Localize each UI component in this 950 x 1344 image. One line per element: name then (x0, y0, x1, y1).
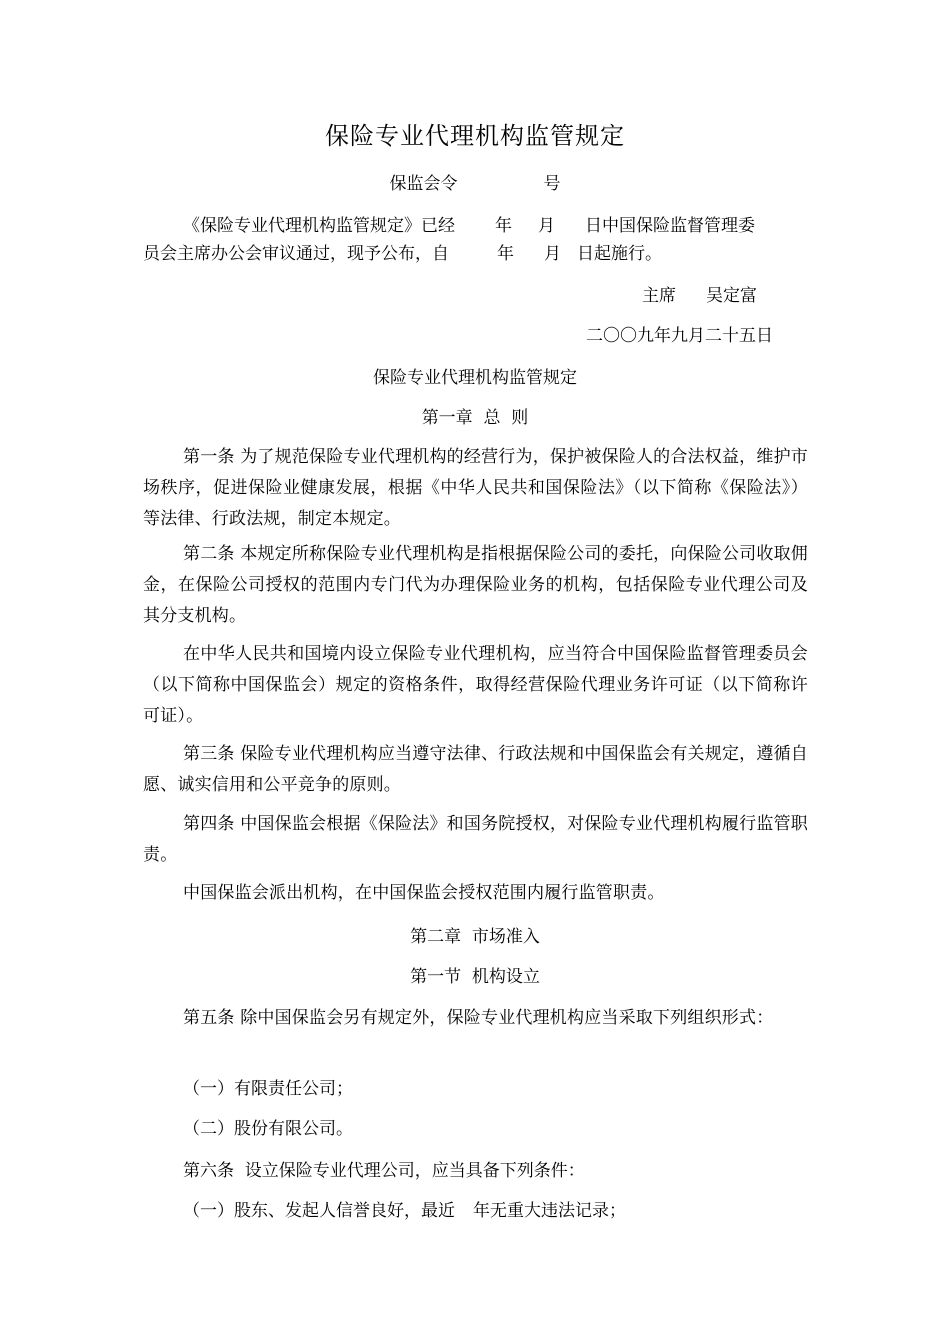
article-3: 第三条 保险专业代理机构应当遵守法律、行政法规和中国保监会有关规定，遵循自愿、诚实信用和公平竞争的原则。 (143, 744, 808, 795)
chapter-heading: 第一章 总 则 (421, 408, 529, 428)
signature-date: 二〇〇九年九月二十五日 (586, 326, 773, 346)
preamble-text: 日中国保险监督管理委 (585, 216, 755, 236)
list-item-text: 年无重大违法记录； (473, 1201, 626, 1221)
article-1: 第一条 为了规范保险专业代理机构的经营行为，保护被保险人的合法权益，维护市场秩序，促进保险业健康发展，根据《中华人民共和国保险法》（以下简称《保险法》）等法律、行政法规，制定本规定。 (143, 447, 808, 529)
article-2: 第二条 本规定所称保险专业代理机构是指根据保险公司的委托，向保险公司收取佣金，在保险公司授权的范围内专门代为办理保险业务的机构，包括保险专业代理公司及其分支机构。 (143, 544, 808, 626)
preamble-line-2 (143, 240, 662, 268)
preamble-line-1 (183, 212, 755, 240)
preamble-month: 月 (544, 244, 561, 264)
preamble-year: 年 (497, 244, 514, 264)
list-item: （二）股份有限公司。 (183, 1119, 353, 1139)
article-4: 第四条 中国保监会根据《保险法》和国务院授权，对保险专业代理机构履行监管职责。 (143, 814, 808, 865)
section-heading: 第一节 机构设立 (410, 967, 540, 987)
document-title: 保险专业代理机构监管规定 (325, 122, 625, 150)
preamble-text: 日起施行。 (577, 244, 662, 264)
article-5: 第五条 除中国保监会另有规定外，保险专业代理机构应当采取下列组织形式： (183, 1008, 774, 1028)
preamble-text: 员会主席办公会审议通过，现予公布，自 (143, 244, 449, 264)
order-prefix: 保监会令 (389, 174, 458, 194)
order-number-line (0, 170, 950, 198)
chapter-heading: 第二章 市场准入 (410, 927, 540, 947)
list-item: （一）有限责任公司； (183, 1079, 353, 1099)
list-item (183, 1197, 626, 1225)
signature-name: 吴定富 (706, 286, 757, 306)
signature-role: 主席 (642, 286, 676, 306)
signature-line (642, 282, 757, 310)
article-4-paragraph-2: 中国保监会派出机构，在中国保监会授权范围内履行监管职责。 (183, 883, 665, 903)
order-suffix: 号 (543, 174, 561, 194)
preamble-text: 《保险专业代理机构监管规定》已经 (183, 216, 455, 236)
article-6: 第六条 设立保险专业代理公司，应当具备下列条件： (183, 1161, 585, 1181)
article-2-paragraph-2: 在中华人民共和国境内设立保险专业代理机构，应当符合中国保险监督管理委员会（以下简称中国保监会）规定的资格条件，取得经营保险代理业务许可证（以下简称许可证）。 (143, 644, 808, 726)
preamble-month: 月 (538, 216, 555, 236)
regulation-title: 保险专业代理机构监管规定 (373, 368, 577, 388)
list-item-text: （一）股东、发起人信誉良好，最近 (183, 1201, 455, 1221)
preamble-year: 年 (495, 216, 512, 236)
